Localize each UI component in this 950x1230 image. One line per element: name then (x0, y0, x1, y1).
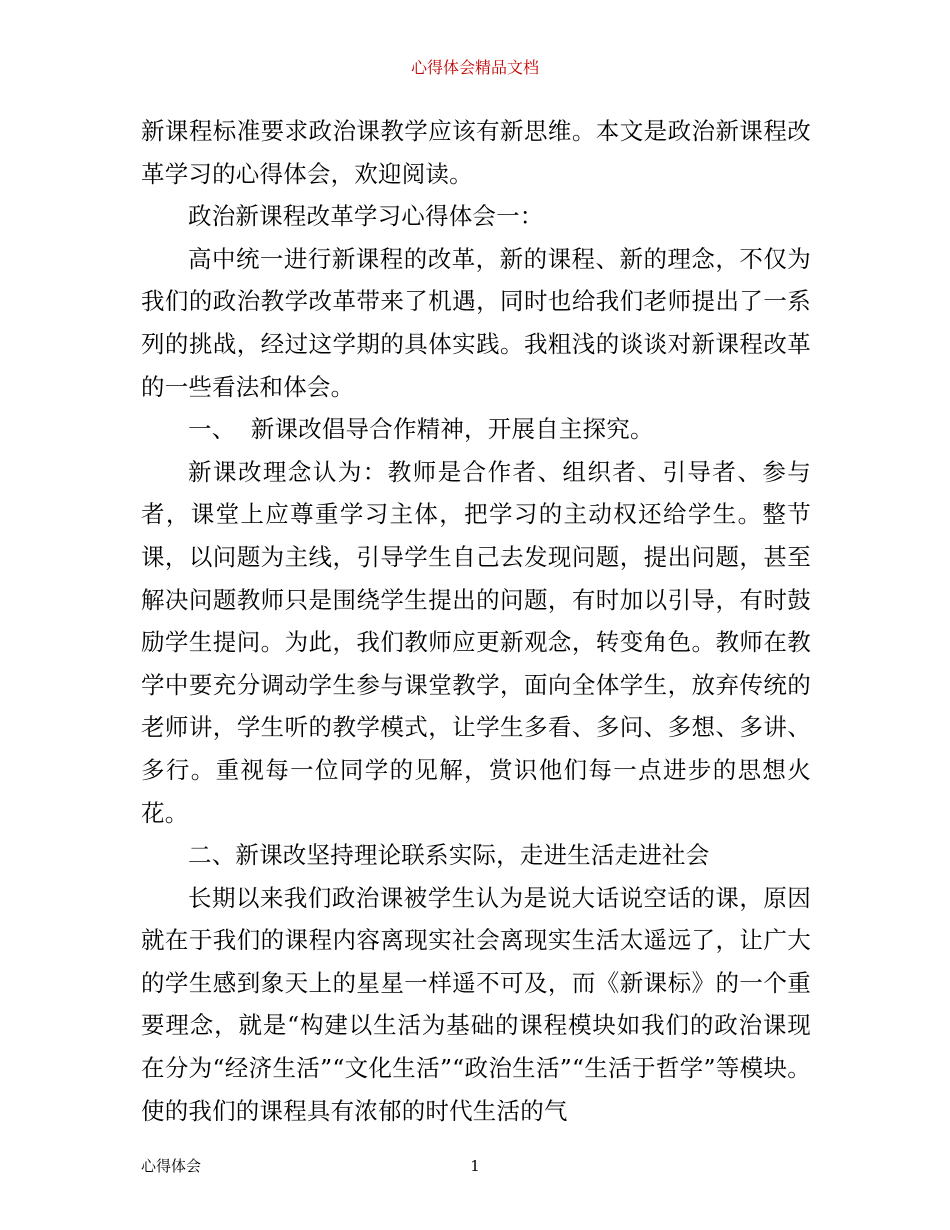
subheading: 二、新课改坚持理论联系实际，走进生活走进社会 (188, 841, 710, 870)
section-heading: 政治新课程改革学习心得体会一： (188, 202, 544, 231)
header-title: 心得体会精品文档 (410, 58, 539, 77)
body-paragraph: 长期以来我们政治课被学生认为是说大话说空话的课，原因就在于我们的课程内容离现实社会离现实生活太遥远了，让广大的学生感到象天上的星星一样遥不可及，而《新课标》的一个重要理念，就是“构建以生活为基础的课程模块如我们的政治课现在分为“经济生活”“文化生活”“政治生活”“生活于哲学”等模块。使的我们的课程具有浓郁的时代生活的气 (141, 883, 811, 1125)
body-paragraph: 高中统一进行新课程的改革，新的课程、新的理念，不仅为我们的政治教学改革带来了机遇，同时也给我们老师提出了一系列的挑战，经过这学期的具体实践。我粗浅的谈谈对新课程改革的一些看法和体会。 (141, 244, 811, 401)
intro-paragraph: 新课程标准要求政治课教学应该有新思维。本文是政治新课程改革学习的心得体会，欢迎阅读。 (141, 117, 811, 188)
document-body (141, 110, 811, 1132)
subheading: 一、 新课改倡导合作精神，开展自主探究。 (188, 415, 654, 444)
body-paragraph: 新课改理念认为：教师是合作者、组织者、引导者、参与者，课堂上应尊重学习主体，把学习的主动权还给学生。整节课，以问题为主线，引导学生自己去发现问题，提出问题，甚至解决问题教师只是围绕学生提出的问题，有时加以引导，有时鼓励学生提问。为此，我们教师应更新观念，转变角色。教师在教学中要充分调动学生参与课堂教学，面向全体学生，放弃传统的老师讲，学生听的教学模式，让学生多看、多问、多想、多讲、多行。重视每一位同学的见解，赏识他们每一点进步的思想火花。 (141, 457, 811, 827)
page-number: 1 (470, 1157, 480, 1175)
footer-label: 心得体会 (141, 1157, 202, 1175)
